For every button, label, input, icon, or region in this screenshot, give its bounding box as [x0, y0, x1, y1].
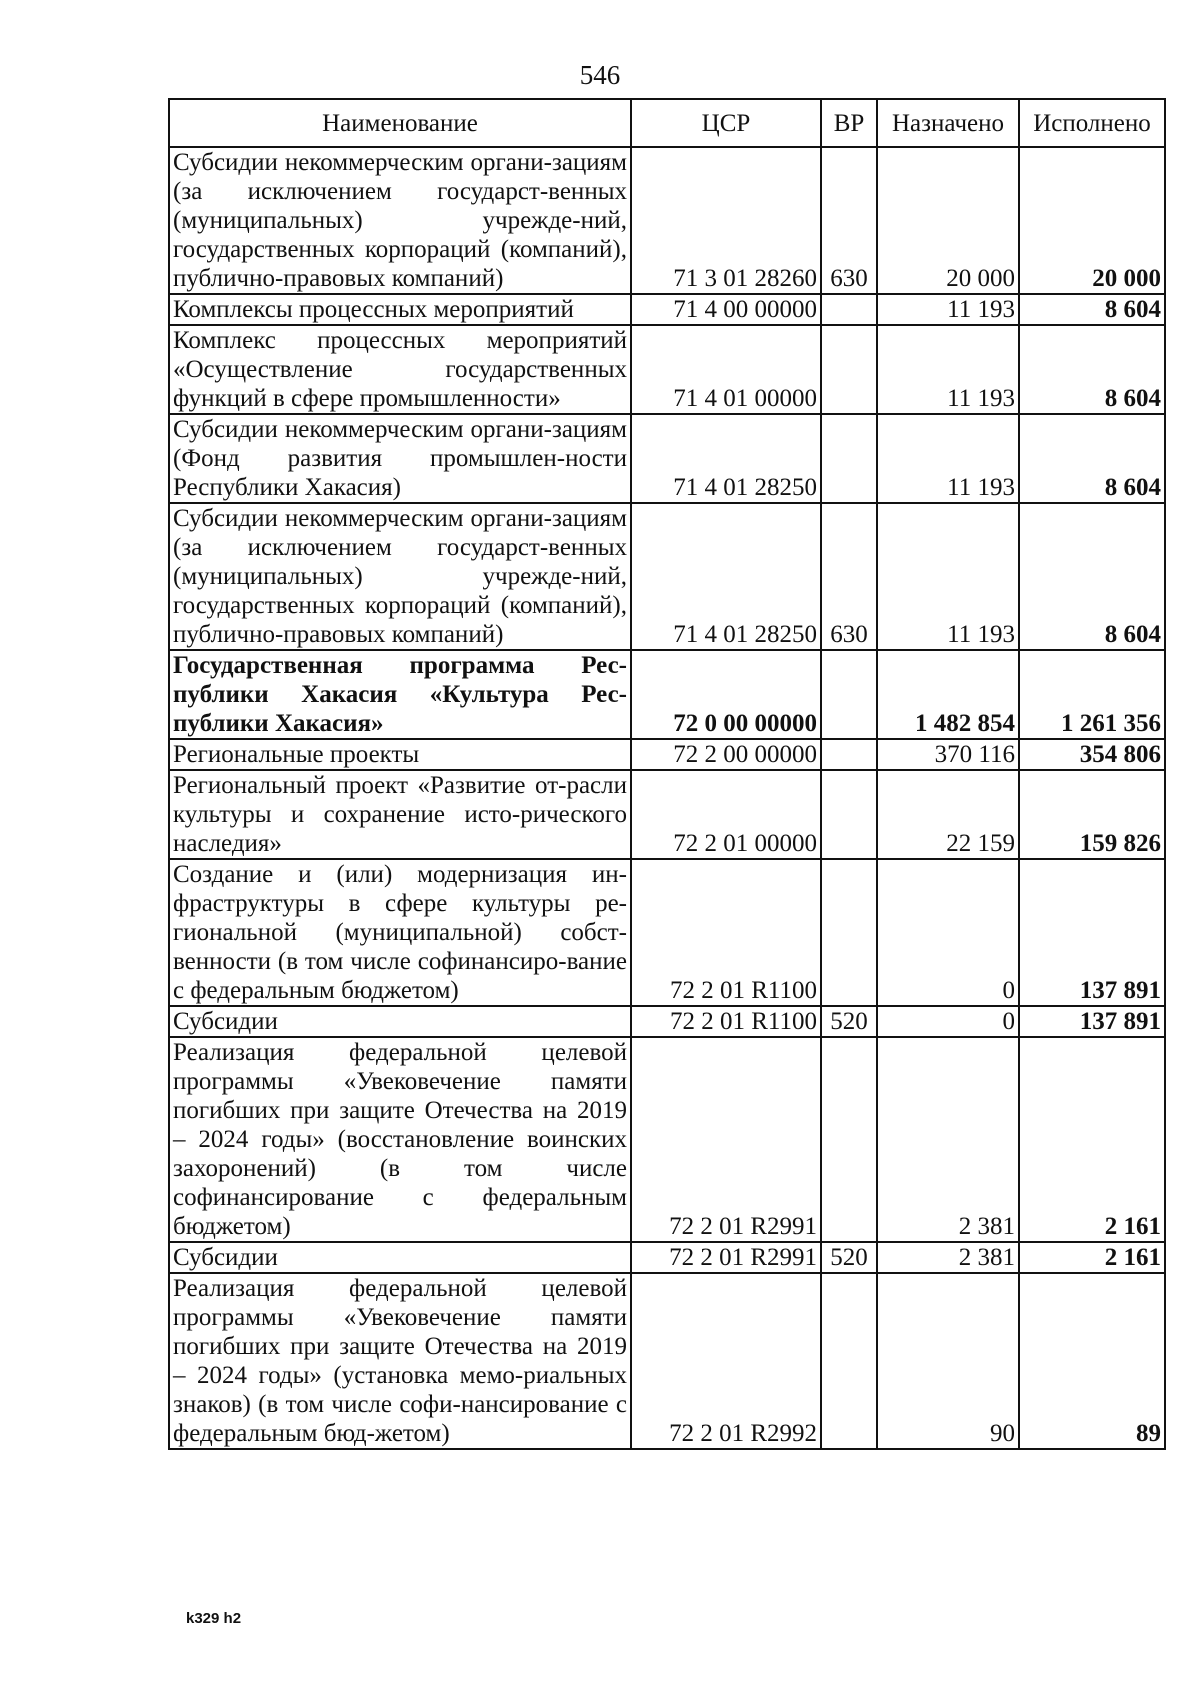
row-name: Субсидии некоммерческим органи-зациям (за исключением государст-венных (муниципальных) учрежде-ний, государственных корпораций (компаний), публично-правовых компаний) [169, 503, 631, 650]
row-vr-code: 630 [821, 503, 877, 650]
header-name: Наименование [169, 99, 631, 147]
row-executed-value: 8 604 [1019, 325, 1165, 414]
row-assigned-value: 2 381 [877, 1242, 1019, 1273]
row-csr-code: 72 2 01 00000 [631, 770, 821, 859]
table-row [169, 859, 1165, 1006]
row-name: Субсидии некоммерческим органи-зациям (за исключением государст-венных (муниципальных) учрежде-ний, государственных корпораций (компаний), публично-правовых компаний) [169, 147, 631, 294]
row-csr-code: 72 2 01 R2991 [631, 1242, 821, 1273]
row-assigned-value: 20 000 [877, 147, 1019, 294]
row-assigned-value: 11 193 [877, 294, 1019, 325]
row-vr-code [821, 650, 877, 739]
row-assigned-value: 370 116 [877, 739, 1019, 770]
row-csr-code: 72 2 00 00000 [631, 739, 821, 770]
footer-code: k329 h2 [186, 1610, 242, 1627]
row-csr-code: 72 2 01 R2992 [631, 1273, 821, 1449]
header-csr: ЦСР [631, 99, 821, 147]
table-row [169, 1242, 1165, 1273]
header-vr: ВР [821, 99, 877, 147]
row-executed-value: 1 261 356 [1019, 650, 1165, 739]
row-csr-code: 72 2 01 R1100 [631, 1006, 821, 1037]
row-vr-code: 520 [821, 1242, 877, 1273]
table-row [169, 325, 1165, 414]
row-csr-code: 71 4 01 28250 [631, 414, 821, 503]
row-name: Комплекс процессных мероприятий «Осуществление государственных функций в сфере промышленности» [169, 325, 631, 414]
row-executed-value: 2 161 [1019, 1242, 1165, 1273]
row-vr-code [821, 859, 877, 1006]
row-name: Государственная программа Рес-публики Хакасия «Культура Рес-публики Хакасия» [169, 650, 631, 739]
row-assigned-value: 11 193 [877, 414, 1019, 503]
page-number: 546 [579, 60, 621, 90]
row-vr-code [821, 1037, 877, 1242]
row-executed-value: 159 826 [1019, 770, 1165, 859]
row-name: Реализация федеральной целевой программы «Увековечение памяти погибших при защите Отечества на 2019 – 2024 годы» (установка мемо-риальных знаков) (в том числе софи-нансирование с федеральным бюд-жетом) [169, 1273, 631, 1449]
row-name: Реализация федеральной целевой программы «Увековечение памяти погибших при защите Отечества на 2019 – 2024 годы» (восстановление воинских захоронений) (в том числе софинансирование с федеральным бюджетом) [169, 1037, 631, 1242]
row-assigned-value: 22 159 [877, 770, 1019, 859]
row-assigned-value: 0 [877, 1006, 1019, 1037]
table-row [169, 1273, 1165, 1449]
row-vr-code [821, 294, 877, 325]
table-row [169, 294, 1165, 325]
row-name: Создание и (или) модернизация ин-фраструктуры в сфере культуры ре-гиональной (муниципальной) собст-венности (в том числе софинансиро-вание с федеральным бюджетом) [169, 859, 631, 1006]
header-assigned: Назначено [877, 99, 1019, 147]
row-assigned-value: 2 381 [877, 1037, 1019, 1242]
row-csr-code: 72 2 01 R1100 [631, 859, 821, 1006]
row-name: Субсидии [169, 1242, 631, 1273]
row-csr-code: 71 3 01 28260 [631, 147, 821, 294]
table-row [169, 1037, 1165, 1242]
table-row [169, 650, 1165, 739]
row-vr-code [821, 739, 877, 770]
row-assigned-value: 1 482 854 [877, 650, 1019, 739]
row-name: Региональный проект «Развитие от-расли культуры и сохранение исто-рического наследия» [169, 770, 631, 859]
row-csr-code: 71 4 00 00000 [631, 294, 821, 325]
table-header-row [169, 99, 1165, 147]
row-name: Субсидии некоммерческим органи-зациям (Фонд развития промышлен-ности Республики Хакасия) [169, 414, 631, 503]
row-executed-value: 8 604 [1019, 503, 1165, 650]
row-name: Субсидии [169, 1006, 631, 1037]
row-executed-value: 8 604 [1019, 294, 1165, 325]
row-executed-value: 2 161 [1019, 1037, 1165, 1242]
row-vr-code [821, 770, 877, 859]
row-name: Комплексы процессных мероприятий [169, 294, 631, 325]
table-body [169, 147, 1165, 1449]
row-executed-value: 8 604 [1019, 414, 1165, 503]
row-executed-value: 137 891 [1019, 1006, 1165, 1037]
table-row [169, 503, 1165, 650]
header-executed: Исполнено [1019, 99, 1165, 147]
row-assigned-value: 0 [877, 859, 1019, 1006]
row-vr-code: 520 [821, 1006, 877, 1037]
row-executed-value: 20 000 [1019, 147, 1165, 294]
row-vr-code [821, 414, 877, 503]
row-csr-code: 72 0 00 00000 [631, 650, 821, 739]
table-row [169, 414, 1165, 503]
row-csr-code: 71 4 01 00000 [631, 325, 821, 414]
table-row [169, 147, 1165, 294]
budget-table [168, 98, 1166, 1450]
row-executed-value: 89 [1019, 1273, 1165, 1449]
row-vr-code [821, 325, 877, 414]
row-executed-value: 137 891 [1019, 859, 1165, 1006]
row-assigned-value: 11 193 [877, 503, 1019, 650]
row-csr-code: 71 4 01 28250 [631, 503, 821, 650]
row-vr-code: 630 [821, 147, 877, 294]
row-name: Региональные проекты [169, 739, 631, 770]
row-vr-code [821, 1273, 877, 1449]
row-assigned-value: 90 [877, 1273, 1019, 1449]
row-executed-value: 354 806 [1019, 739, 1165, 770]
row-assigned-value: 11 193 [877, 325, 1019, 414]
table-row [169, 770, 1165, 859]
table-row [169, 1006, 1165, 1037]
row-csr-code: 72 2 01 R2991 [631, 1037, 821, 1242]
table-row [169, 739, 1165, 770]
